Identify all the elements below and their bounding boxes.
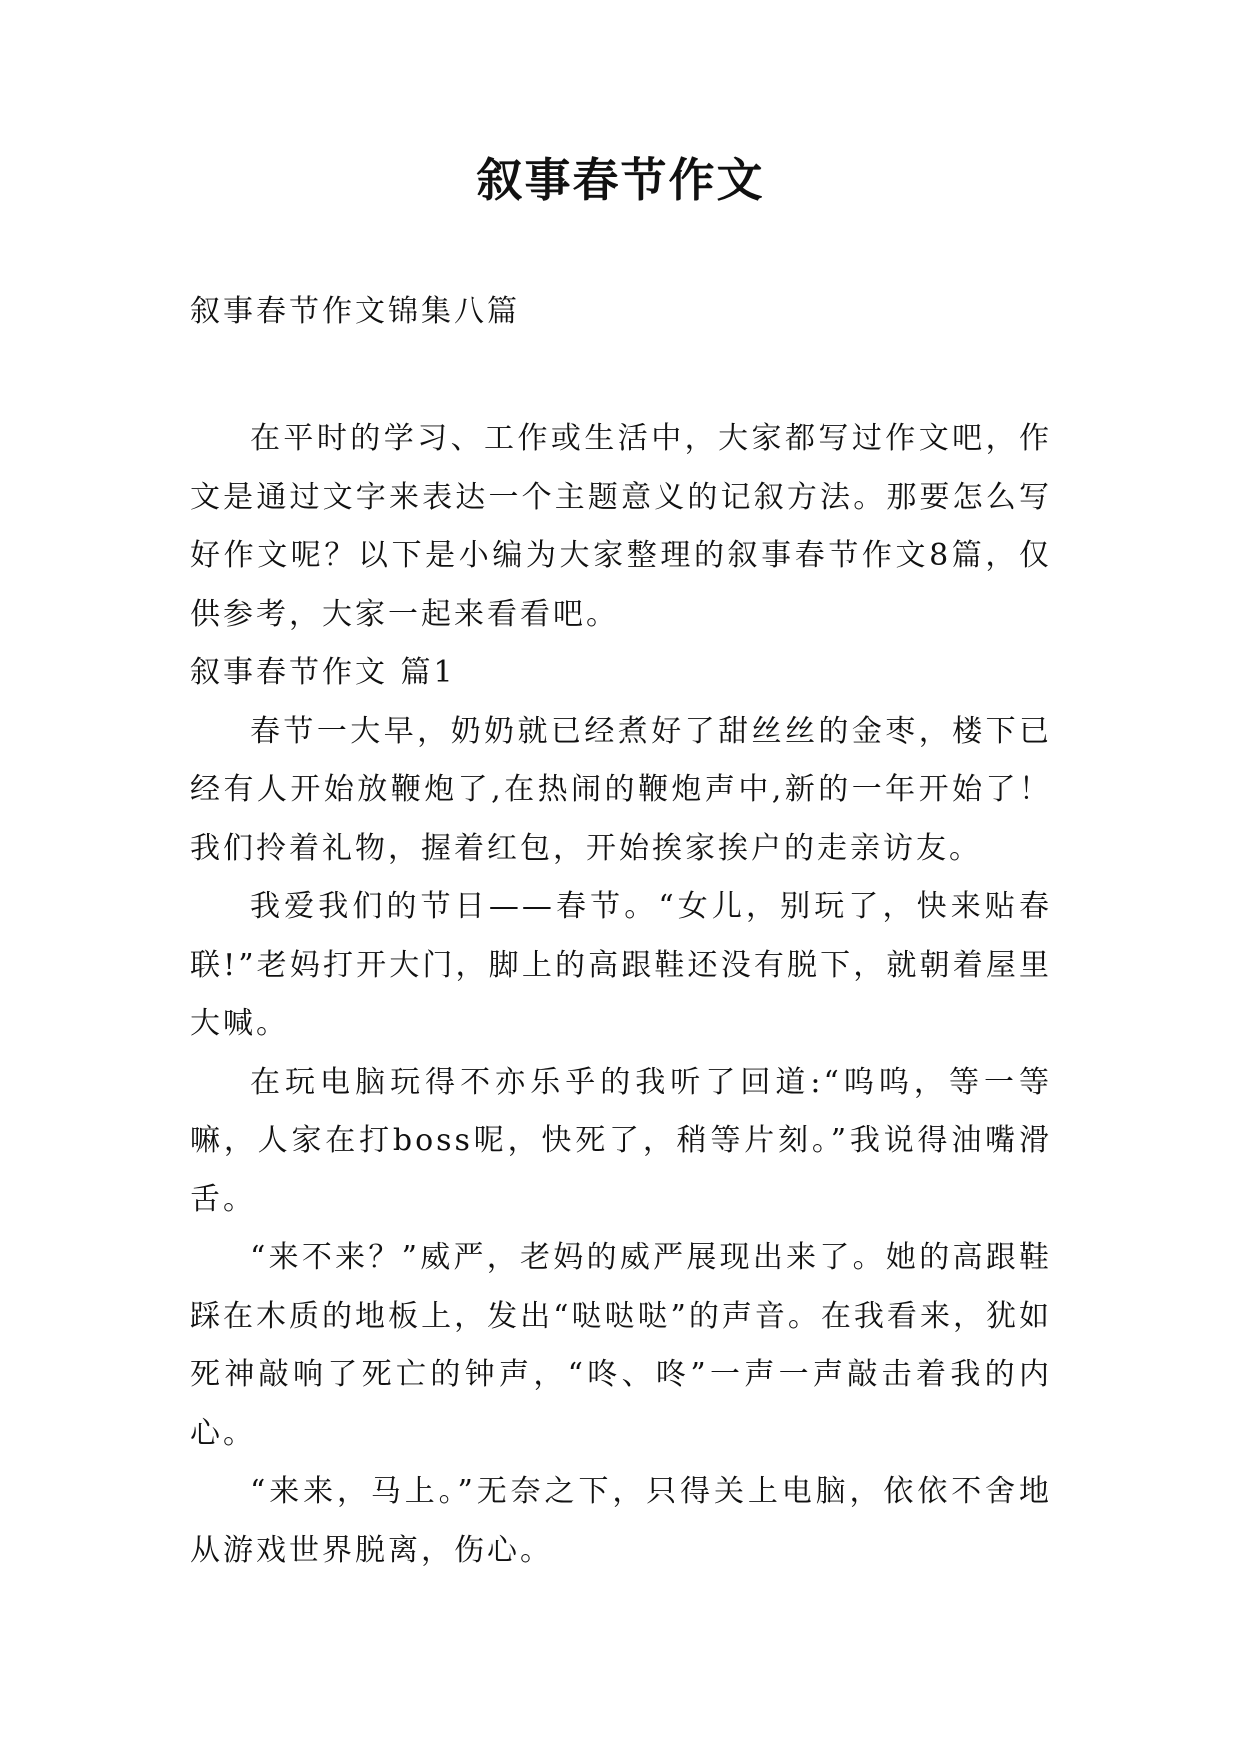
body-paragraph: 春节一大早，奶奶就已经煮好了甜丝丝的金枣，楼下已经有人开始放鞭炮了,在热闹的鞭炮声中,新的一年开始了！我们拎着礼物，握着红包，开始挨家挨户的走亲访友。 (190, 713, 1052, 866)
intro-paragraph: 在平时的学习、工作或生活中，大家都写过作文吧，作文是通过文字来表达一个主题意义的记叙方法。那要怎么写好作文呢？以下是小编为大家整理的叙事春节作文8篇，仅供参考，大家一起来看看吧。 (190, 421, 1052, 632)
document-body (190, 410, 1052, 1580)
document-title: 叙事春节作文 (476, 153, 765, 207)
body-paragraph: “来来，马上。”无奈之下，只得关上电脑，依依不舍地从游戏世界脱离，伤心。 (190, 1474, 1052, 1568)
body-paragraph: “来不来？”威严，老妈的威严展现出来了。她的高跟鞋踩在木质的地板上，发出“哒哒哒”的声音。在我看来，犹如死神敲响了死亡的钟声，“咚、咚”一声一声敲击着我的内心。 (190, 1240, 1052, 1451)
section-heading: 叙事春节作文 篇1 (190, 655, 456, 690)
document-subtitle: 叙事春节作文锦集八篇 (190, 294, 520, 329)
body-paragraph: 我爱我们的节日——春节。“女儿，别玩了，快来贴春联!”老妈打开大门，脚上的高跟鞋还没有脱下，就朝着屋里大喊。 (190, 889, 1052, 1041)
body-paragraph: 在玩电脑玩得不亦乐乎的我听了回道:“呜呜，等一等嘛，人家在打boss呢，快死了，稍等片刻。”我说得油嘴滑舌。 (190, 1064, 1052, 1217)
